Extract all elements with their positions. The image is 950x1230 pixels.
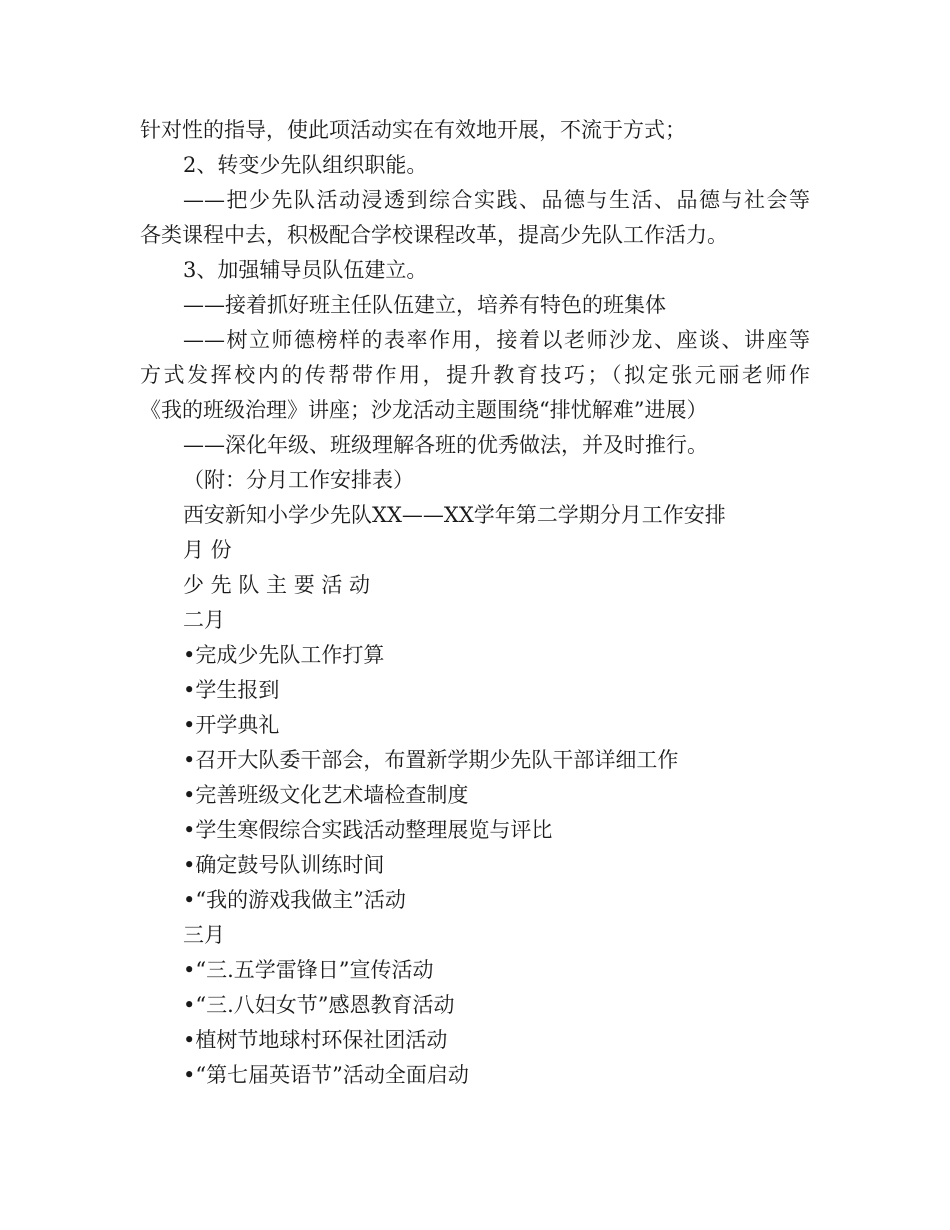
- paragraph-line: 《我的班级治理》讲座；沙龙活动主题围绕“排忧解难”进展）: [140, 398, 708, 422]
- section-heading: 3、加强辅导员队伍建立。: [183, 258, 428, 282]
- paragraph-line: ——把少先队活动浸透到综合实践、品德与生活、品德与社会等: [183, 188, 810, 212]
- month-label: 二月: [183, 608, 225, 632]
- activity-item: •“第七届英语节”活动全面启动: [183, 1063, 469, 1087]
- activity-item: •开学典礼: [183, 713, 280, 737]
- activity-item: •完成少先队工作打算: [183, 643, 385, 667]
- activity-item: •召开大队委干部会，布置新学期少先队干部详细工作: [183, 748, 679, 772]
- activity-item: •“三.五学雷锋日”宣传活动: [183, 958, 434, 982]
- activity-item: •“我的游戏我做主”活动: [183, 888, 406, 912]
- paragraph-line: ——接着抓好班主任队伍建立，培养有特色的班集体: [183, 293, 666, 317]
- paragraph-line: ——树立师德榜样的表率作用，接着以老师沙龙、座谈、讲座等: [183, 328, 810, 352]
- column-header-month: 月 份: [183, 538, 232, 562]
- schedule-title: 西安新知小学少先队XX——XX学年第二学期分月工作安排: [183, 503, 726, 527]
- column-header-activities: 少 先 队 主 要 活 动: [183, 573, 371, 597]
- activity-item: •完善班级文化艺术墙检查制度: [183, 783, 469, 807]
- activity-item: •“三.八妇女节”感恩教育活动: [183, 993, 455, 1017]
- activity-item: •学生寒假综合实践活动整理展览与评比: [183, 818, 553, 842]
- activity-item: •确定鼓号队训练时间: [183, 853, 385, 877]
- activity-item: •植树节地球村环保社团活动: [183, 1028, 448, 1052]
- paragraph-line: 方式发挥校内的传帮带作用，提升教育技巧；（拟定张元丽老师作: [140, 363, 810, 387]
- appendix-note: （附：分月工作安排表）: [183, 468, 414, 492]
- month-label: 三月: [183, 923, 225, 947]
- activity-item: •学生报到: [183, 678, 280, 702]
- section-heading: 2、转变少先队组织职能。: [183, 153, 428, 177]
- paragraph-line: ——深化年级、班级理解各班的优秀做法，并及时推行。: [183, 433, 708, 457]
- paragraph-line: 针对性的指导，使此项活动实在有效地开展，不流于方式；: [140, 118, 686, 142]
- paragraph-line: 各类课程中去，积极配合学校课程改革，提高少先队工作活力。: [140, 223, 728, 247]
